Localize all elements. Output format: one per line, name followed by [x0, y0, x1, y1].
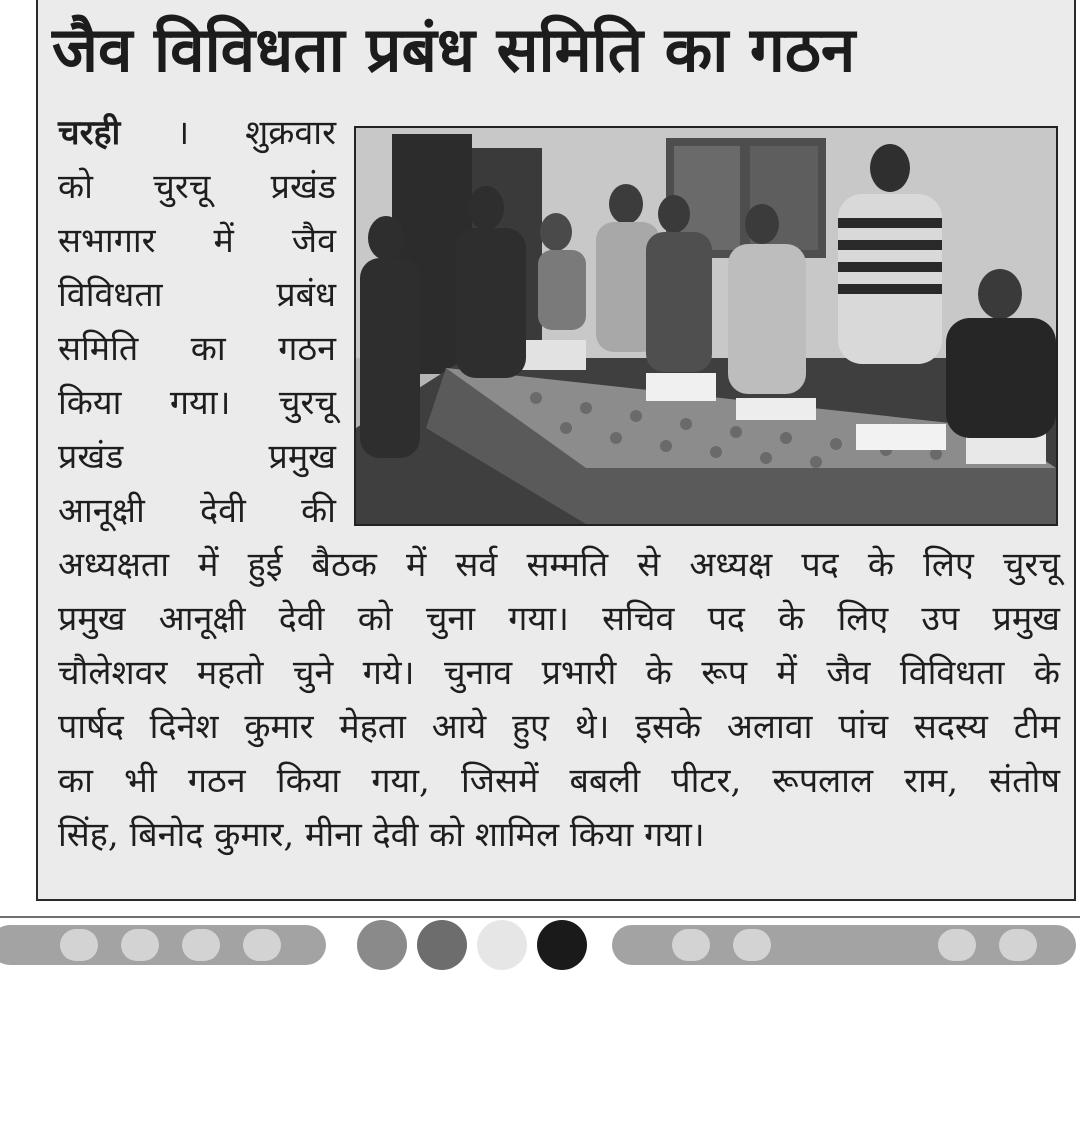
headline: जैव विविधता प्रबंध समिति का गठन: [52, 13, 856, 86]
article-first-line: [58, 106, 336, 160]
body-line: प्रमुख आनूक्षी देवी को चुना गया। सचिव पद के लिए उप प्रमुख: [58, 599, 1060, 639]
decorative-circle: [537, 920, 587, 970]
pill-dot: [60, 929, 98, 961]
body-line: पार्षद दिनेश कुमार मेहता आये हुए थे। इसके अलावा पांच सदस्य टीम: [58, 707, 1060, 747]
pill-dot: [733, 929, 771, 961]
meeting-photo-drawing: [356, 128, 1056, 524]
side-line: समिति का गठन: [58, 329, 336, 369]
decorative-pill-left: [0, 925, 326, 965]
decorative-circle: [357, 920, 407, 970]
divider-rule: [0, 916, 1080, 918]
body-line: सिंह, बिनोद कुमार, मीना देवी को शामिल किया गया।: [58, 815, 705, 855]
side-line: को चुरचू प्रखंड: [58, 167, 336, 207]
decorative-circle: [477, 920, 527, 970]
side-line: किया गया। चुरचू: [58, 383, 336, 423]
pill-dot: [243, 929, 281, 961]
side-line: । शुक्रवार: [176, 113, 336, 153]
decorative-pill-right: [612, 925, 1076, 965]
side-line: प्रखंड प्रमुख: [58, 437, 336, 477]
dateline: चरही: [58, 113, 121, 153]
meeting-photo: [354, 126, 1058, 526]
body-line: अध्यक्षता में हुई बैठक में सर्व सम्मति से अध्यक्ष पद के लिए चुरचू: [58, 545, 1060, 585]
news-clipping: [36, 0, 1076, 901]
side-line: सभागार में जैव: [58, 221, 336, 261]
pill-dot: [121, 929, 159, 961]
decorative-circle: [417, 920, 467, 970]
pill-dot: [938, 929, 976, 961]
pill-dot: [999, 929, 1037, 961]
body-line: का भी गठन किया गया, जिसमें बबली पीटर, रूपलाल राम, संतोष: [58, 761, 1060, 801]
body-line: चौलेशवर महतो चुने गये। चुनाव प्रभारी के रूप में जैव विविधता के: [58, 653, 1060, 693]
pill-dot: [182, 929, 220, 961]
side-line: आनूक्षी देवी की: [58, 491, 336, 531]
side-line: विविधता प्रबंध: [58, 275, 336, 315]
pill-dot: [672, 929, 710, 961]
